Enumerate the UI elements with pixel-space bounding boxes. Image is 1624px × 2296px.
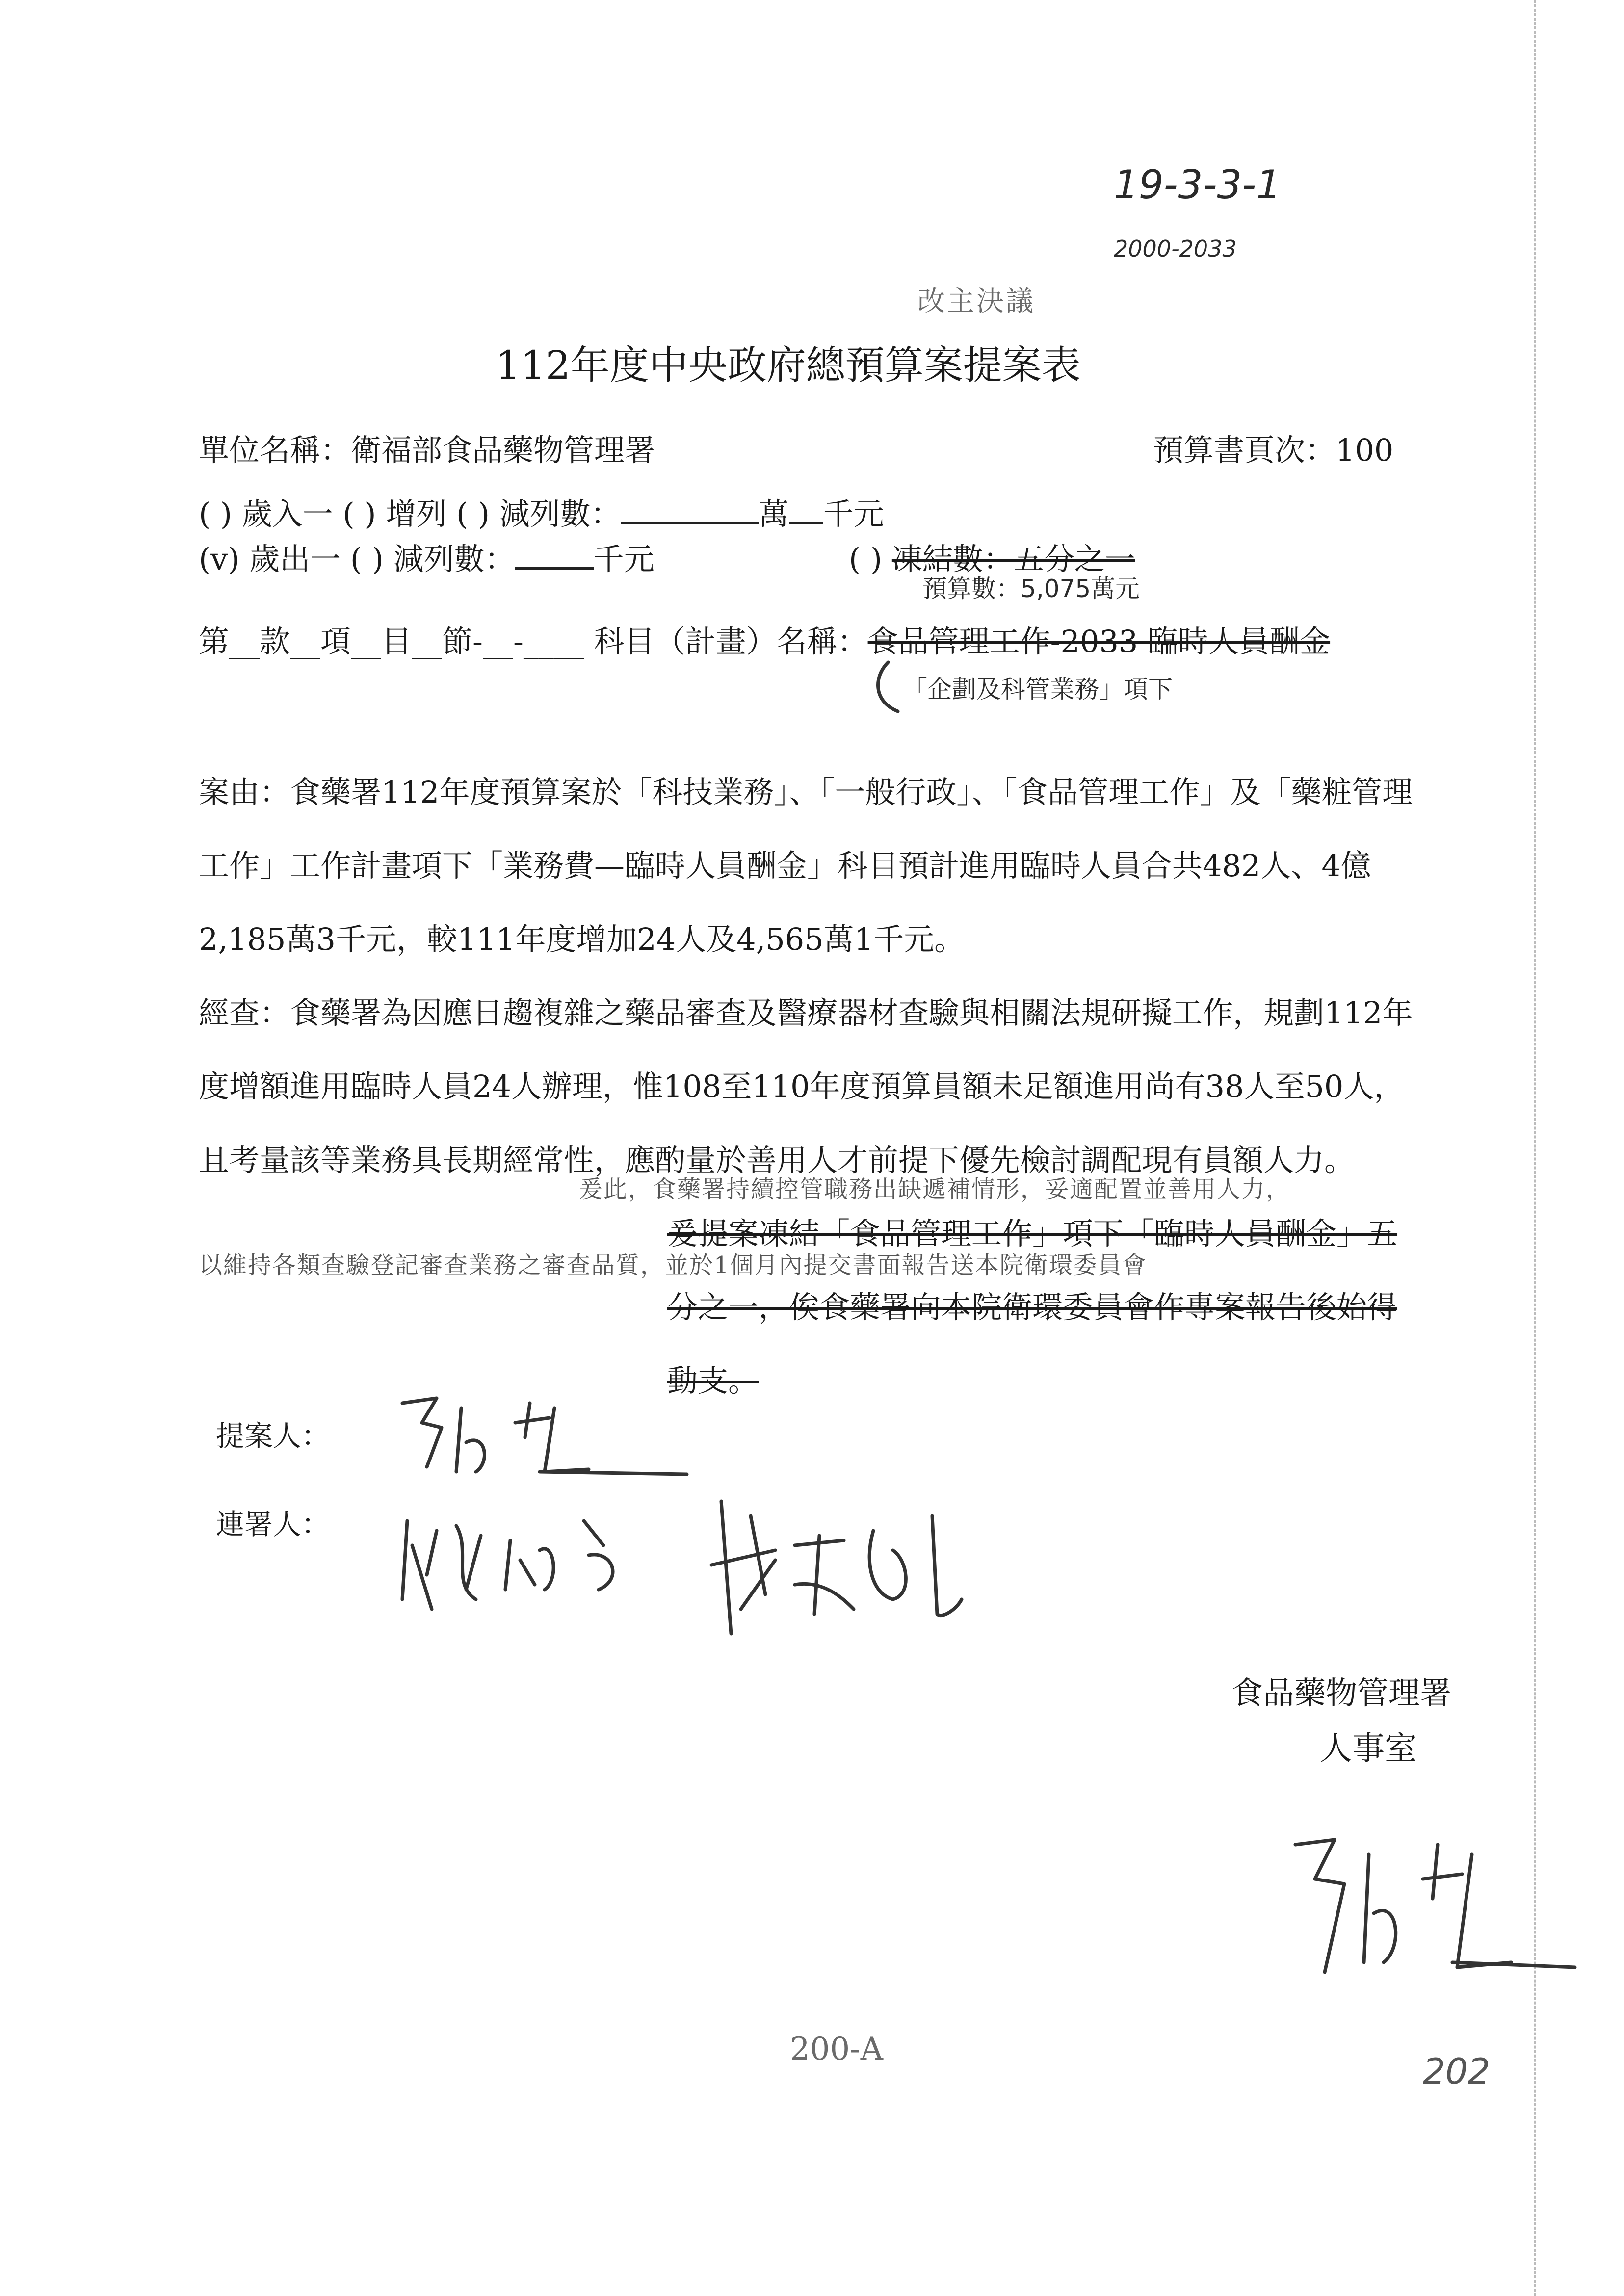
page-code: 200-A [790, 2031, 883, 2067]
department-name: 人事室 [1320, 1729, 1417, 1767]
proposer-signature [393, 1388, 697, 1487]
handwritten-annotation-1: 爰此，食藥署持續控管職務出缺遞補情形，妥適配置並善用人力， [579, 1175, 1291, 1203]
revenue-option-line [199, 490, 884, 533]
handwritten-annotation-2: 以維持各類查驗登記審查業務之審查品質，並於1個月內提交書面報告送本院衛環委員會 [199, 1252, 1147, 1279]
office-signature [1276, 1825, 1580, 1987]
proposer-label: 提案人： [216, 1419, 330, 1453]
handwritten-page-number: 202 [1423, 2051, 1491, 2092]
unit-thousand: 千元 [823, 496, 884, 532]
unit-thousand: 千元 [593, 541, 655, 577]
cosigner-label: 連署人： [216, 1508, 330, 1541]
struck-proposal-text: 爰提案凍結「食品管理工作」項下「臨時人員酬金」五分之一，俟食藥署向本院衛環委員會作專案報告後始得動支。 [667, 1216, 1398, 1399]
agency-name: 食品藥物管理署 [1231, 1675, 1451, 1712]
reason-paragraph: 案由：食藥署112年度預算案於「科技業務」、「一般行政」、「食品管理工作」及「藥粧管理工作」工作計畫項下「業務費—臨時人員酬金」科目預計進用臨時人員合共482人、4億2,185萬3千元，較111年度增加24人及4,565萬1千元。 [199, 774, 1413, 957]
budget-page: 預算書頁次：100 [1153, 432, 1394, 468]
subject-struck-name: 食品管理工作-2033 臨時人員酬金 [867, 624, 1331, 659]
unit-wan: 萬 [758, 496, 789, 532]
file-code: 2000-2033 [1114, 235, 1237, 262]
freeze-handwritten-amount: 預算數：5,075萬元 [922, 574, 1140, 603]
unit-name: 單位名稱：衛福部食品藥物管理署 [199, 432, 655, 468]
expenditure-option-line [199, 535, 655, 578]
expenditure-option-text: (v) 歲出一 ( ) 減列數： [199, 541, 515, 577]
amount-blank [515, 567, 594, 570]
revenue-option-text: ( ) 歲入一 ( ) 增列 ( ) 減列數： [199, 496, 621, 532]
file-number: 19-3-3-1 [1114, 162, 1282, 208]
subject-line [199, 617, 1330, 661]
subject-prefix: 第__款__項__目__節-__-____ 科目（計畫）名稱： [199, 624, 868, 659]
subject-handwritten-name: 「企劃及科管業務」項下 [903, 675, 1173, 704]
amount-blank [621, 522, 759, 524]
decision-stamp: 改主決議 [917, 286, 1035, 317]
freeze-struck-text: 凍結數：五分之一 [891, 541, 1135, 577]
freeze-checkbox: ( ) [849, 541, 883, 577]
cosigner-signature-1 [393, 1501, 687, 1629]
cosigner-signature-2 [707, 1487, 1021, 1644]
page-title: 112年度中央政府總預算案提案表 [496, 342, 1081, 388]
finding-paragraph: 經查：食藥署為因應日趨複雜之藥品審查及醫療器材查驗與相關法規研擬工作，規劃112年度增額進用臨時人員24人辦理，惟108至110年度預算員額未足額進用尚有38人至50人，且考量該等業務具長期經常性，應酌量於善用人才前提下優先檢討調配現有員額人力。 [199, 995, 1413, 1178]
amount-blank [789, 522, 823, 524]
